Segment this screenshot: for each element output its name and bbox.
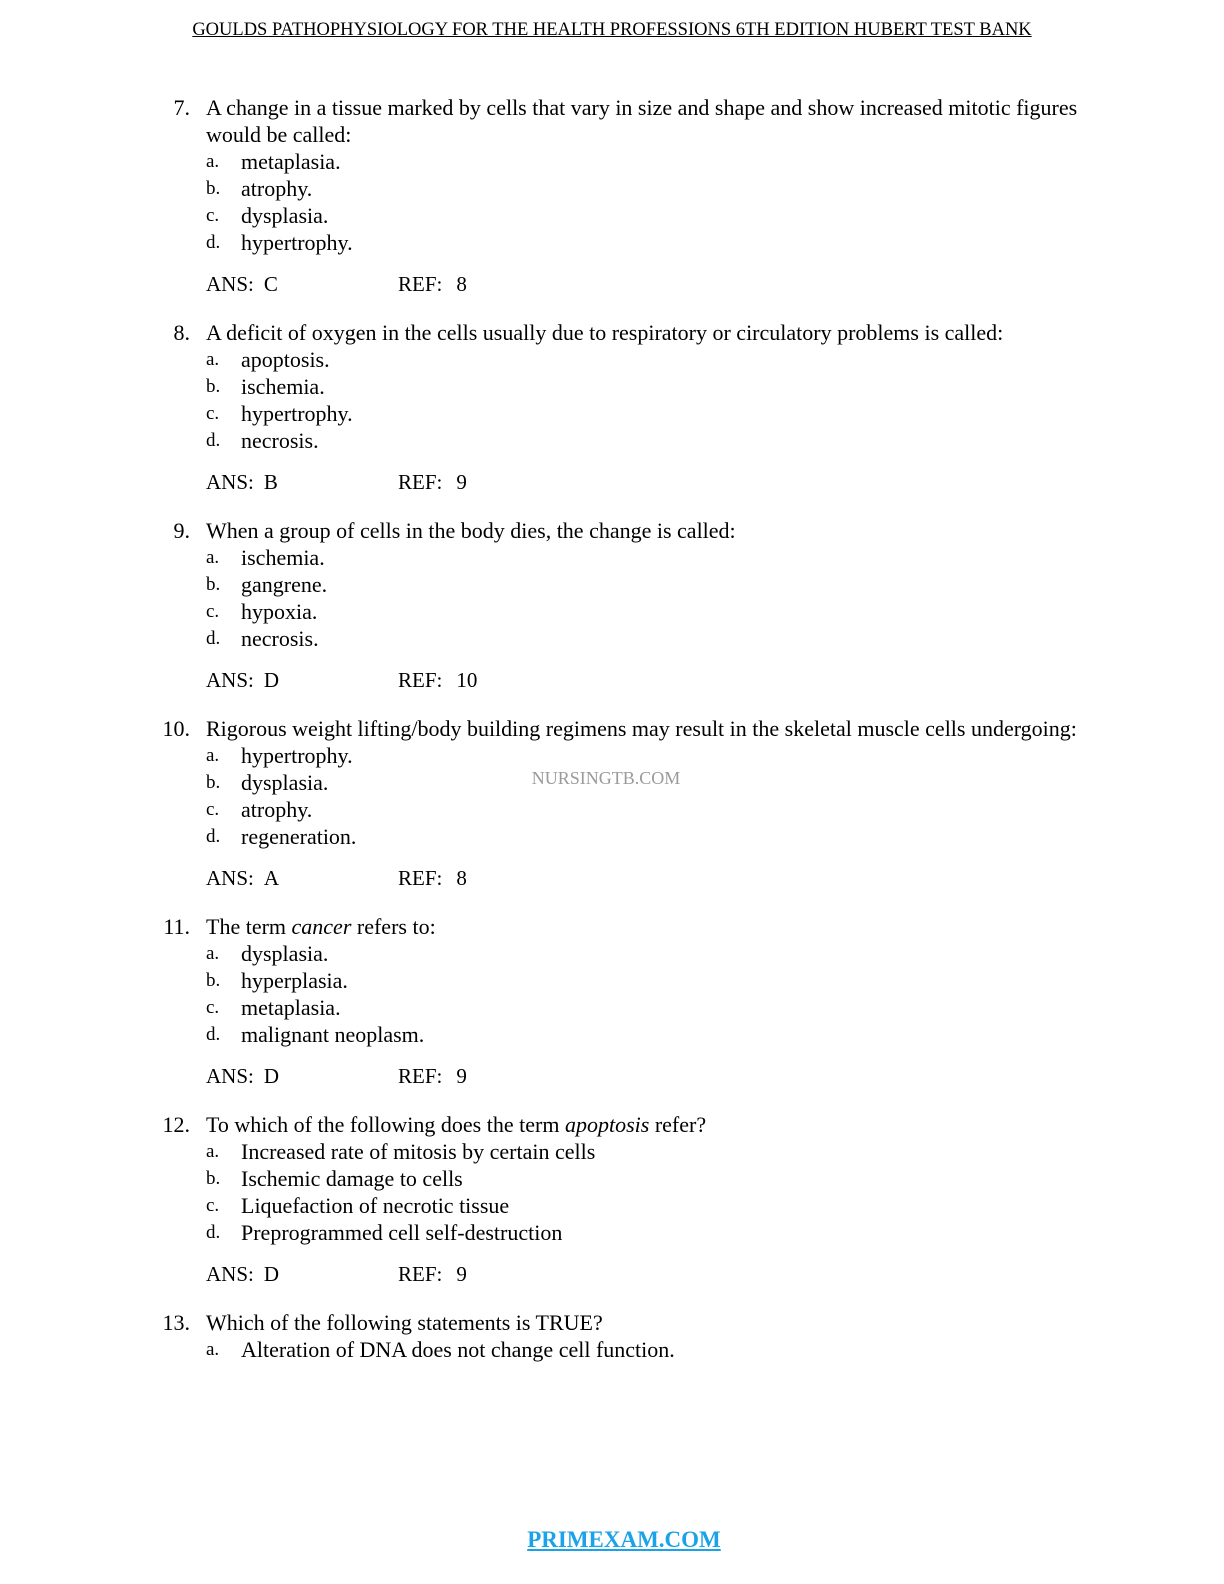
option-text: Alteration of DNA does not change cell function.: [241, 1337, 675, 1362]
option-letter: b.: [206, 376, 221, 397]
option-letter: b.: [206, 772, 221, 793]
question-text: To which of the following does the term apoptosis refer?: [206, 1112, 707, 1137]
option-letter: a.: [206, 547, 220, 568]
option-text: atrophy.: [241, 176, 313, 201]
option-a: [206, 544, 1224, 571]
option-c: [206, 400, 1224, 427]
question-number: 11.: [163, 914, 190, 939]
option-text: necrosis.: [241, 626, 319, 651]
option-b: [206, 175, 1224, 202]
option-letter: a.: [206, 1339, 220, 1360]
option-text: malignant neoplasm.: [241, 1022, 425, 1047]
option-letter: d.: [206, 1024, 221, 1045]
question-number: 7.: [173, 95, 190, 120]
answer: ANS: D: [206, 668, 280, 692]
option-text: dysplasia.: [241, 203, 329, 228]
option-text: hypoxia.: [241, 599, 318, 624]
options-list: [206, 346, 1224, 454]
answer: ANS: D: [206, 1262, 280, 1286]
page-header: GOULDS PATHOPHYSIOLOGY FOR THE HEALTH PROFESSIONS 6TH EDITION HUBERT TEST BANK: [192, 20, 1032, 40]
option-text: necrosis.: [241, 428, 319, 453]
option-letter: a.: [206, 745, 220, 766]
option-d: [206, 625, 1224, 652]
answer: ANS: C: [206, 272, 278, 296]
question-9: [0, 517, 1224, 693]
reference: REF: 9: [398, 1262, 467, 1286]
question-12: [0, 1111, 1224, 1287]
option-a: [206, 742, 1224, 769]
option-b: [206, 373, 1224, 400]
question-number: 12.: [162, 1112, 190, 1137]
option-c: [206, 796, 1224, 823]
option-b: [206, 1165, 1224, 1192]
question-text: When a group of cells in the body dies, the change is called:: [206, 518, 736, 543]
question-text: Rigorous weight lifting/body building regimens may result in the skeletal muscle cells undergoing:: [206, 716, 1077, 741]
option-text: hypertrophy.: [241, 743, 353, 768]
reference: REF: 8: [398, 272, 467, 296]
option-a: [206, 346, 1224, 373]
option-letter: d.: [206, 826, 221, 847]
option-d: [206, 1219, 1224, 1246]
options-list: [206, 742, 1224, 850]
option-c: [206, 994, 1224, 1021]
question-number: 8.: [173, 320, 190, 345]
option-letter: b.: [206, 1168, 221, 1189]
question-10: [0, 715, 1224, 891]
option-d: [206, 229, 1224, 256]
option-a: [206, 148, 1224, 175]
option-letter: d.: [206, 430, 221, 451]
reference: REF: 9: [398, 470, 467, 494]
option-text: metaplasia.: [241, 149, 341, 174]
option-text: ischemia.: [241, 374, 325, 399]
option-letter: c.: [206, 205, 220, 226]
option-text: regeneration.: [241, 824, 357, 849]
watermark: NURSINGTB.COM: [531, 768, 681, 788]
option-text: gangrene.: [241, 572, 328, 597]
option-letter: d.: [206, 628, 221, 649]
option-b: [206, 571, 1224, 598]
options-list: [206, 940, 1224, 1048]
option-text: dysplasia.: [241, 941, 329, 966]
options-list: [206, 148, 1224, 256]
question-8: [0, 319, 1224, 495]
question-text: A deficit of oxygen in the cells usually due to respiratory or circulatory problems is called:: [206, 320, 1004, 345]
question-text: The term cancer refers to:: [206, 914, 436, 939]
option-d: [206, 427, 1224, 454]
option-letter: c.: [206, 601, 220, 622]
options-list: [206, 544, 1224, 652]
options-list: [206, 1138, 1224, 1246]
option-letter: b.: [206, 574, 221, 595]
footer-link[interactable]: PRIMEXAM.COM: [527, 1527, 721, 1552]
option-text: Ischemic damage to cells: [241, 1166, 463, 1191]
question-text: Which of the following statements is TRUE?: [206, 1310, 603, 1335]
question-7: [0, 94, 1224, 297]
option-text: metaplasia.: [241, 995, 341, 1020]
question-number: 10.: [162, 716, 190, 741]
option-a: [206, 940, 1224, 967]
answer-line: [206, 271, 1224, 297]
option-text: hypertrophy.: [241, 401, 353, 426]
reference: REF: 10: [398, 668, 478, 692]
option-letter: a.: [206, 151, 220, 172]
question-list: [0, 94, 1224, 1385]
option-text: apoptosis.: [241, 347, 330, 372]
option-text: hyperplasia.: [241, 968, 348, 993]
option-text: hypertrophy.: [241, 230, 353, 255]
answer: ANS: B: [206, 470, 278, 494]
option-text: Liquefaction of necrotic tissue: [241, 1193, 510, 1218]
option-a: [206, 1138, 1224, 1165]
answer-line: [206, 865, 1224, 891]
question-11: [0, 913, 1224, 1089]
option-c: [206, 202, 1224, 229]
option-letter: d.: [206, 1222, 221, 1243]
option-letter: a.: [206, 1141, 220, 1162]
question-text: A change in a tissue marked by cells that vary in size and shape and show increased mitotic figures would be called:: [206, 95, 1078, 147]
option-text: dysplasia.: [241, 770, 329, 795]
option-text: Increased rate of mitosis by certain cells: [241, 1139, 596, 1164]
question-number: 9.: [173, 518, 190, 543]
option-letter: c.: [206, 799, 220, 820]
option-letter: a.: [206, 943, 220, 964]
answer-line: [206, 469, 1224, 495]
question-number: 13.: [162, 1310, 190, 1335]
option-letter: c.: [206, 403, 220, 424]
option-text: ischemia.: [241, 545, 325, 570]
option-letter: c.: [206, 997, 220, 1018]
answer-line: [206, 667, 1224, 693]
reference: REF: 8: [398, 866, 467, 890]
option-text: Preprogrammed cell self-destruction: [241, 1220, 563, 1245]
option-letter: d.: [206, 232, 221, 253]
option-d: [206, 823, 1224, 850]
option-letter: b.: [206, 178, 221, 199]
reference: REF: 9: [398, 1064, 467, 1088]
option-c: [206, 598, 1224, 625]
option-letter: a.: [206, 349, 220, 370]
option-text: atrophy.: [241, 797, 313, 822]
options-list: [206, 1336, 1224, 1363]
option-c: [206, 1192, 1224, 1219]
option-b: [206, 967, 1224, 994]
answer-line: [206, 1261, 1224, 1287]
answer-line: [206, 1063, 1224, 1089]
answer: ANS: D: [206, 1064, 280, 1088]
option-letter: b.: [206, 970, 221, 991]
option-a: [206, 1336, 1224, 1363]
question-13: [0, 1309, 1224, 1363]
option-letter: c.: [206, 1195, 220, 1216]
answer: ANS: A: [206, 866, 280, 890]
option-d: [206, 1021, 1224, 1048]
